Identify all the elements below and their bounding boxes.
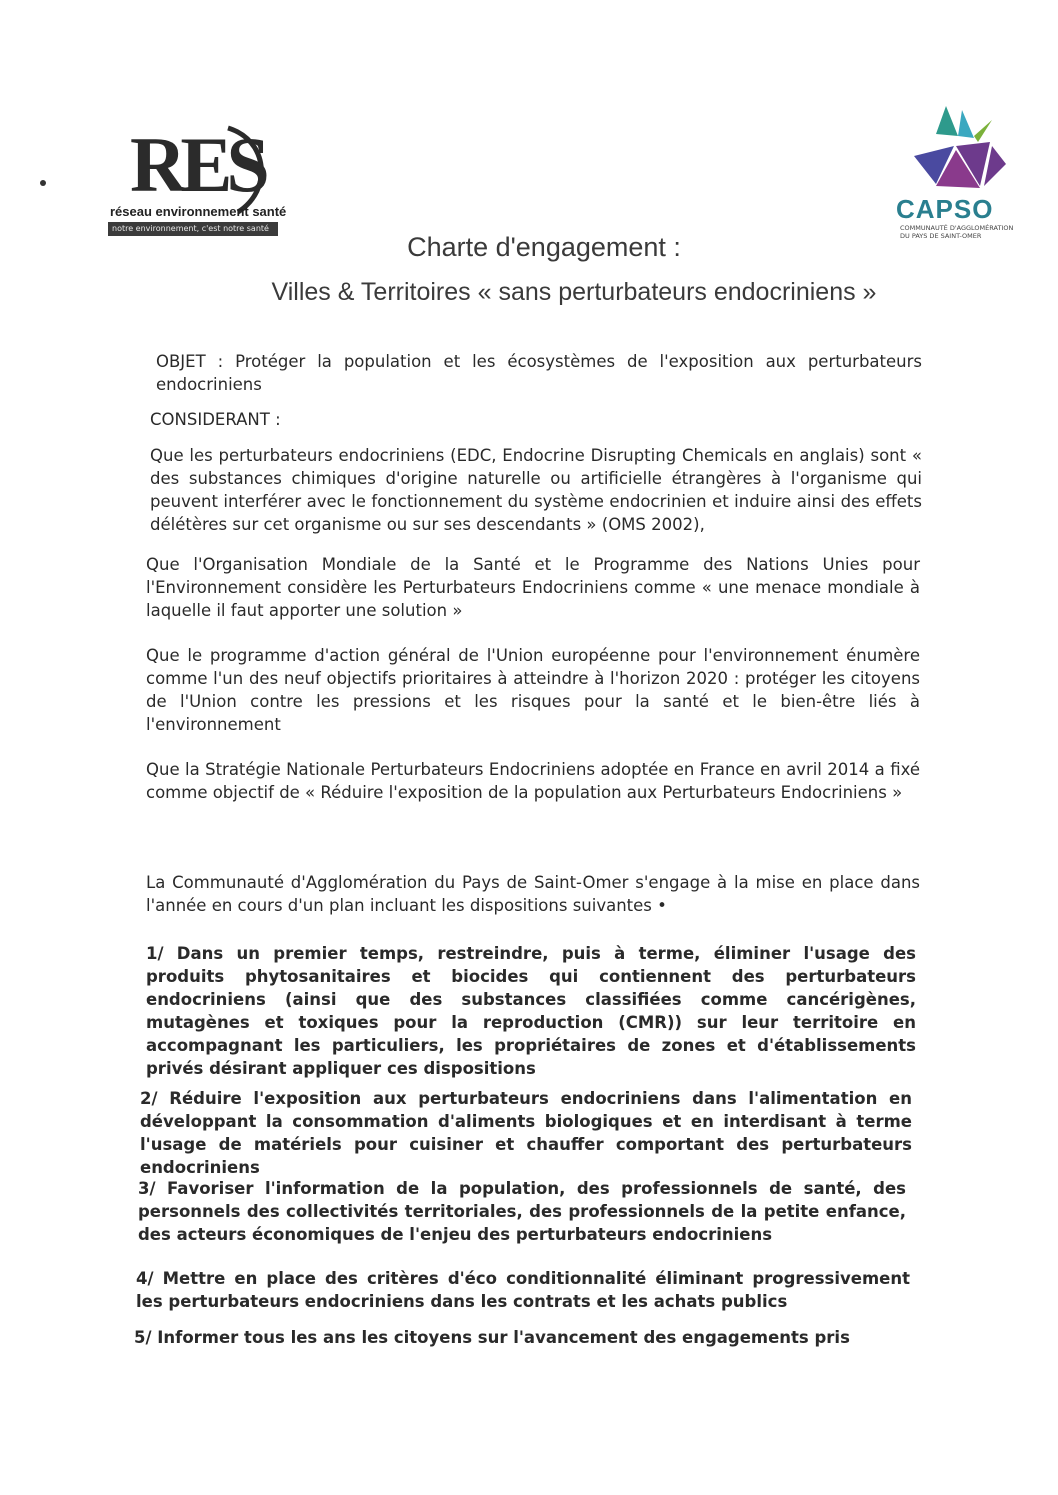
engagement-item-5: 5/ Informer tous les ans les citoyens sur l'avancement des engagements pris <box>134 1328 850 1347</box>
engagement-item-3: 3/ Favoriser l'information de la population, des professionnels de santé, des personnels des collectivités territoriales, des professionnels de la petite enfance, des acteurs économiques de l'enjeu des perturbateurs endocriniens <box>138 1179 906 1244</box>
considerant-heading: CONSIDERANT : <box>150 410 281 429</box>
considerant-item-4: Que la Stratégie Nationale Perturbateurs Endocriniens adoptée en France en avril 2014 a fixé comme objectif de « Réduire l'exposition de la population aux Perturbateurs Endocriniens » <box>146 760 920 802</box>
engagement-intro: La Communauté d'Agglomération du Pays de Saint-Omer s'engage à la mise en place dans l'année en cours d'un plan incluant les dispositions suivantes • <box>146 873 920 915</box>
page-subtitle: Villes & Territoires « sans perturbateurs endocriniens » <box>271 278 877 306</box>
res-logo-subtitle: réseau environnement santé <box>110 204 287 219</box>
considerant-item-3: Que le programme d'action général de l'Union européenne pour l'environnement énumère comme l'un des neuf objectifs prioritaires à atteindre à l'horizon 2020 : protéger les citoyens de l'Union contre les pressions et les risques pour la santé et le bien-être liés à l'environnement <box>146 646 920 734</box>
considerant-item-1: Que les perturbateurs endocriniens (EDC, Endocrine Disrupting Chemicals en anglais) sont « des substances chimiques d'origine naturelle ou artificielle étrangères à l'organisme qui peuvent interférer avec le fonctionnement du système endocrinien et induire ainsi des effets délétères sur cet organisme ou sur ses descendants » (OMS 2002), <box>150 446 922 534</box>
capso-logo-name: CAPSO <box>896 194 994 224</box>
objet-paragraph: OBJET : Protéger la population et les écosystèmes de l'exposition aux perturbateurs endocriniens <box>156 352 922 394</box>
capso-logo-subtitle: COMMUNAUTÉ D'AGGLOMÉRATION DU PAYS DE SAINT-OMER <box>900 224 1014 240</box>
capso-emblem-icon <box>896 106 1026 196</box>
stray-mark <box>40 180 46 186</box>
capso-logo <box>896 106 1026 246</box>
res-logo <box>108 120 287 240</box>
res-logo-letters: RES <box>130 121 264 208</box>
res-logo-tagline: notre environnement, c'est notre santé <box>108 222 278 236</box>
page-title: Charte d'engagement : <box>407 232 681 262</box>
engagement-item-1: 1/ Dans un premier temps, restreindre, puis à terme, éliminer l'usage des produits phytosanitaires et biocides qui contiennent des perturbateurs endocriniens (ainsi que des substances classifiées comme cancérigènes, mutagènes et toxiques pour la reproduction (CMR)) sur leur territoire en accompagnant les particuliers, les propriétaires de zones et d'établissements privés désirant appliquer ces dispositions <box>146 944 916 1078</box>
considerant-item-2: Que l'Organisation Mondiale de la Santé et le Programme des Nations Unies pour l'Environnement considère les Perturbateurs Endocriniens comme « une menace mondiale à laquelle il faut apporter une solution » <box>146 555 920 620</box>
engagement-item-4: 4/ Mettre en place des critères d'éco conditionnalité éliminant progressivement les perturbateurs endocriniens dans les contrats et les achats publics <box>136 1269 910 1311</box>
engagement-item-2: 2/ Réduire l'exposition aux perturbateurs endocriniens dans l'alimentation en développant la consommation d'aliments biologiques et en interdisant à terme l'usage de matériels pour cuisiner et chauffer comportant des perturbateurs endocriniens <box>140 1089 912 1177</box>
